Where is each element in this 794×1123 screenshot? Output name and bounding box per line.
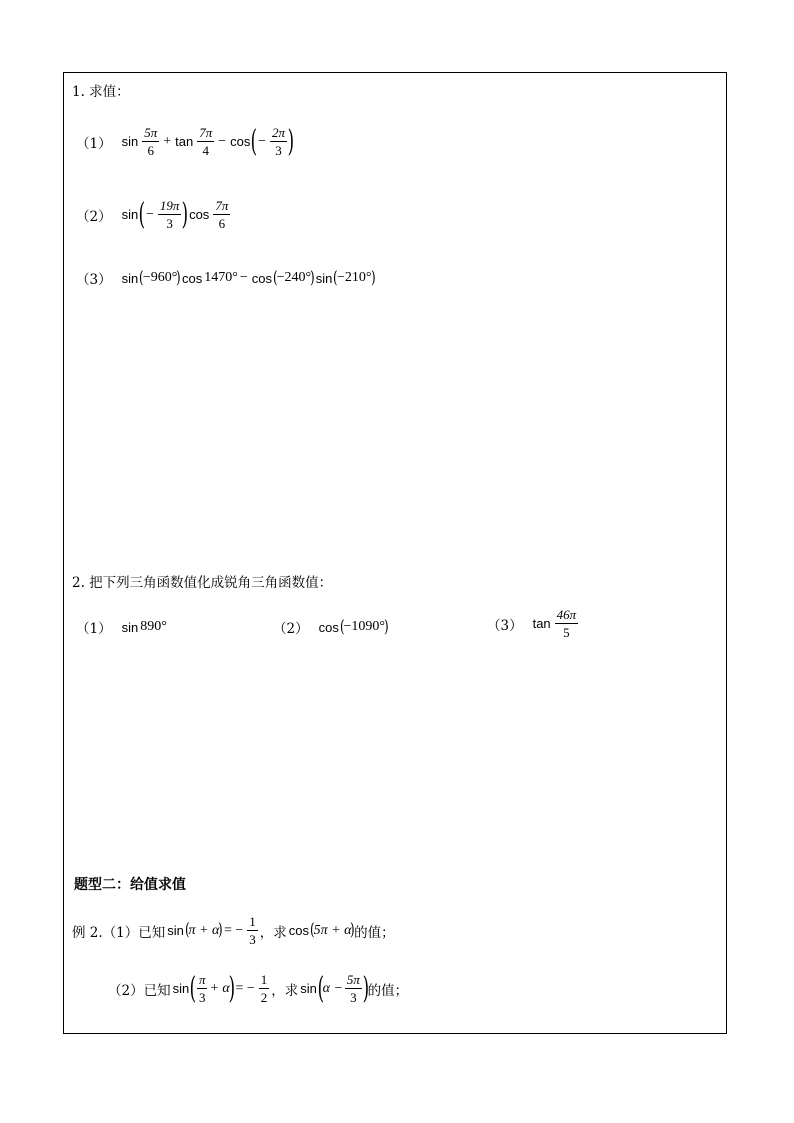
expression: π + α xyxy=(188,922,220,938)
cos-func: cos xyxy=(251,270,272,286)
sin-func: sin xyxy=(121,270,139,286)
example-text: 的值； xyxy=(354,924,395,941)
q2-item-3-label: （3） xyxy=(487,617,523,634)
example-text: ，求 xyxy=(271,982,299,999)
right-paren: ) xyxy=(350,920,356,940)
right-paren: ) xyxy=(181,196,189,232)
numerator: 46π xyxy=(556,607,577,622)
numerator: 5π xyxy=(144,125,158,140)
q2-item-1-label: （1） xyxy=(76,621,112,637)
angle-value: −1090° xyxy=(343,619,385,634)
minus-sign: − xyxy=(239,270,248,285)
left-paren: ( xyxy=(272,267,278,288)
numerator: π xyxy=(198,972,206,987)
example-2-part-2 xyxy=(108,972,408,1005)
fraction xyxy=(197,125,214,158)
q1-item-3-label: （3） xyxy=(76,272,112,288)
sin-func: sin xyxy=(172,981,190,996)
left-paren: ( xyxy=(339,616,345,637)
left-paren: ( xyxy=(189,970,197,1006)
fraction xyxy=(142,125,159,158)
numerator: 7π xyxy=(199,125,213,140)
angle-value: −960° xyxy=(142,270,178,285)
sin-func: sin xyxy=(300,981,317,996)
minus-sign: − xyxy=(218,133,227,149)
q2-item-2-label: （2） xyxy=(273,621,309,637)
angle-value: 1470° xyxy=(204,270,238,285)
denominator: 6 xyxy=(218,216,226,231)
left-paren: ( xyxy=(139,267,144,288)
sin-func: sin xyxy=(167,923,184,938)
minus-sign: − xyxy=(145,206,154,222)
right-paren: ) xyxy=(310,267,315,288)
left-paren: ( xyxy=(251,123,258,159)
denominator: 6 xyxy=(147,143,154,158)
cos-func: cos xyxy=(288,923,310,938)
denominator: 5 xyxy=(563,625,570,640)
sin-func: sin xyxy=(121,619,139,635)
right-paren: ) xyxy=(228,970,235,1006)
denominator: 3 xyxy=(198,990,206,1005)
section-heading: 题型二：给值求值 xyxy=(74,877,186,893)
equals-negative: = − xyxy=(235,980,255,996)
denominator: 4 xyxy=(202,143,209,158)
q2-item-1 xyxy=(76,617,167,637)
right-paren: ) xyxy=(287,123,295,159)
tan-func: tan xyxy=(532,616,551,631)
q1-item-1 xyxy=(76,125,293,158)
expression: α − xyxy=(322,980,343,996)
fraction xyxy=(345,972,362,1005)
cos-func: cos xyxy=(318,619,339,635)
left-paren: ( xyxy=(138,196,146,232)
denominator: 2 xyxy=(260,990,268,1005)
expression: + α xyxy=(209,980,230,996)
numerator: 7π xyxy=(215,198,229,213)
denominator: 3 xyxy=(166,216,173,231)
question-1-title: 1. 求值： xyxy=(72,84,130,100)
left-paren: ( xyxy=(333,267,339,288)
numerator: 19π xyxy=(159,198,180,213)
numerator: 1 xyxy=(260,972,268,987)
cos-func: cos xyxy=(189,207,210,222)
right-paren: ) xyxy=(362,970,370,1006)
right-paren: ) xyxy=(176,267,182,288)
example-text: ，求 xyxy=(259,924,287,941)
right-paren: ) xyxy=(383,616,389,637)
numerator: 5π xyxy=(346,972,360,987)
left-paren: ( xyxy=(310,920,315,940)
fraction xyxy=(259,972,270,1005)
example-2-part-1 xyxy=(72,914,395,947)
denominator: 3 xyxy=(249,932,256,947)
fraction xyxy=(247,914,258,947)
equals-negative: = − xyxy=(223,922,244,938)
left-paren: ( xyxy=(317,970,324,1006)
q1-item-3 xyxy=(76,268,374,288)
denominator: 3 xyxy=(275,143,282,158)
angle-value: 890° xyxy=(140,619,167,634)
tan-func: tan xyxy=(175,134,194,149)
q1-item-2 xyxy=(76,198,232,231)
sin-func: sin xyxy=(121,134,139,149)
sin-func: sin xyxy=(315,270,333,286)
example-text: 例 2.（1）已知 xyxy=(72,924,166,941)
cos-func: cos xyxy=(182,270,203,286)
angle-value: −210° xyxy=(337,270,372,285)
expression: 5π + α xyxy=(313,922,352,938)
left-paren: ( xyxy=(184,920,190,940)
question-2-title: 2. 把下列三角函数值化成锐角三角函数值： xyxy=(72,575,333,591)
plus-sign: + xyxy=(163,133,172,149)
fraction xyxy=(158,198,182,231)
right-paren: ) xyxy=(218,920,223,940)
fraction xyxy=(213,198,230,231)
minus-sign: − xyxy=(258,133,266,149)
fraction xyxy=(270,125,287,158)
right-paren: ) xyxy=(370,267,376,288)
example-text: 的值； xyxy=(367,982,409,999)
q1-item-1-label: （1） xyxy=(76,135,112,152)
q2-item-2 xyxy=(273,617,388,637)
example-text: （2）已知 xyxy=(108,982,171,999)
q1-item-2-label: （2） xyxy=(76,208,112,225)
angle-value: −240° xyxy=(276,270,312,285)
numerator: 2π xyxy=(272,125,286,140)
numerator: 1 xyxy=(249,914,256,929)
fraction xyxy=(197,972,208,1005)
q2-item-3 xyxy=(487,607,580,640)
fraction xyxy=(555,607,579,640)
cos-func: cos xyxy=(230,134,251,149)
sin-func: sin xyxy=(121,207,139,222)
denominator: 3 xyxy=(350,990,357,1005)
